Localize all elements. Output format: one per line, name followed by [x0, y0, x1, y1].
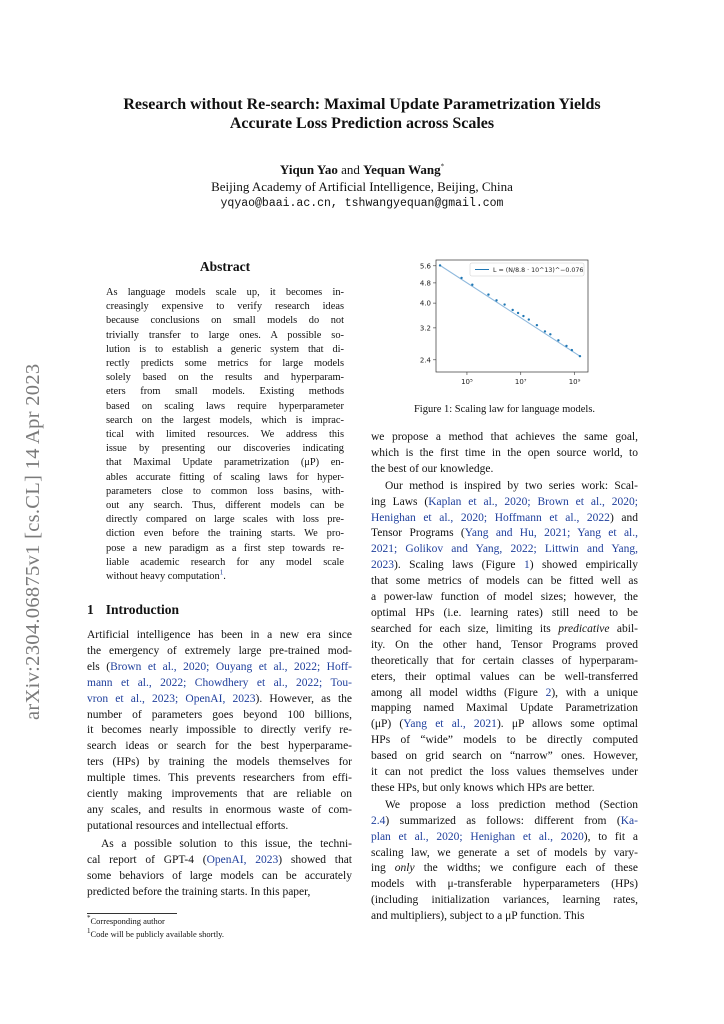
text-line	[371, 479, 638, 495]
text-run: theoretically that for certain classes of hyperparam-	[371, 654, 638, 667]
citation-link[interactable]: 2023	[371, 559, 394, 572]
text-run: the emergency of extremely large pre-trained mod-	[87, 644, 352, 657]
text-line	[371, 830, 638, 846]
citation-link[interactable]: Kaplan et al., 2020; Brown et al., 2020;	[428, 495, 638, 508]
text-line	[87, 853, 352, 869]
text-line	[371, 526, 638, 542]
abstract-line: diction even before the training starts. We pro-	[106, 528, 344, 540]
text-run: ) showed empirically	[529, 559, 638, 572]
text-run: Tensor Programs (	[371, 527, 465, 540]
abstract-line: out any search. Thus, different models can be	[106, 500, 344, 512]
data-point	[579, 355, 581, 357]
text-run: and multipliers), subject to a μP function. This	[371, 910, 585, 923]
text-run: eters, their optimal values can be well-transferred	[371, 670, 638, 683]
data-point	[528, 318, 530, 320]
text-run: cal report of GPT-4 (	[87, 853, 207, 866]
text-run: ). μP allows some optimal	[496, 718, 638, 731]
abstract-line: As language models scale up, it becomes in-	[106, 287, 344, 298]
footnote-text: Code will be publicly available shortly.	[90, 929, 225, 939]
citation-link[interactable]: Yang et al., 2021	[403, 718, 497, 731]
text-line	[371, 542, 638, 558]
title-line: Accurate Loss Prediction across Scales	[229, 115, 495, 132]
abstract-line: because conclusions on small models do not	[106, 315, 344, 327]
abstract-line: liable academic research for any model scale	[106, 556, 344, 568]
author-name: Yiqun Yao	[279, 162, 338, 177]
text-run: ) summarized as follows: different from (	[385, 814, 621, 827]
left-column-text	[87, 628, 352, 900]
data-point	[471, 284, 473, 286]
data-point	[487, 293, 489, 295]
citation-link[interactable]: vron et al., 2023; OpenAI, 2023	[87, 692, 256, 705]
text-run: ) showed that	[278, 853, 352, 866]
abstract-line: ables accurate fitting of scaling laws for hyper-	[106, 471, 344, 483]
text-run: predicted before the training starts. In this paper,	[87, 885, 311, 898]
data-point	[511, 309, 513, 311]
abstract-line: based on scaling laws require hyperparameter	[106, 400, 344, 412]
text-run: ), to fit a	[583, 830, 638, 843]
footnote-link[interactable]: 1	[219, 568, 224, 577]
text-run: mapping named Maximal Update Parametrization	[371, 702, 638, 715]
text-line	[371, 622, 638, 638]
text-run: ing	[371, 862, 395, 875]
text-run: ing Laws (	[371, 495, 429, 508]
footnote	[87, 929, 224, 940]
emphasis: only	[394, 862, 415, 875]
author-block	[80, 161, 644, 212]
abstract-line: parameters close to common loss basins, with-	[106, 485, 344, 497]
data-point	[571, 349, 573, 351]
data-point	[549, 333, 551, 335]
abstract-end: .	[223, 571, 226, 583]
abstract-line: solely based on the results and hyperparam-	[106, 372, 344, 384]
abstract-body	[106, 286, 344, 584]
text-line	[371, 686, 638, 702]
text-line	[371, 446, 638, 462]
footnote-text: Corresponding author	[90, 916, 165, 926]
data-point	[503, 303, 505, 305]
citation-link[interactable]: 1	[523, 559, 530, 572]
abstract-line: issue by presenting our discoveries indicating	[106, 443, 344, 455]
emphasis: predicative	[558, 622, 610, 635]
abstract-heading: Abstract	[199, 259, 251, 274]
affiliation: Beijing Academy of Artificial Intelligence, Beijing, China	[211, 179, 513, 194]
section-number: 1	[87, 602, 94, 617]
citation-link[interactable]: OpenAI, 2023	[206, 853, 279, 866]
text-run: Our method is inspired by two series work: Scal-	[385, 479, 638, 492]
text-line	[87, 803, 352, 819]
text-run: some behaviors of large models can be accurately	[87, 869, 352, 882]
text-run: ciently making improvements that are reliable on	[87, 788, 352, 801]
text-run: scaling law, we generate a set of models by vary-	[371, 846, 638, 859]
text-run: a power-law function of model sizes; however, the	[371, 591, 638, 604]
text-line	[371, 861, 638, 877]
text-run: As a possible solution to this issue, the techni-	[101, 837, 352, 850]
text-line	[87, 739, 352, 755]
text-run: putational resources and intellectual efforts.	[87, 819, 289, 832]
data-point	[517, 312, 519, 314]
title-line: Research without Re-search: Maximal Update Parametrization Yields	[123, 96, 601, 113]
abstract-line: creasingly expensive to verify research ideas	[106, 301, 344, 313]
arxiv-sidebar-id: arXiv:2304.06875v1 [cs.CL] 14 Apr 2023	[22, 363, 44, 720]
text-line	[371, 606, 638, 622]
abstract-line: eters from small models. Existing methods	[106, 386, 344, 398]
text-run: these HPs, but only knows which HPs are better.	[371, 781, 595, 794]
text-run: ity. On the other hand, Tensor Programs proved	[371, 638, 638, 651]
text-line	[87, 885, 352, 901]
data-point	[522, 315, 524, 317]
x-tick-label: 10⁵	[461, 378, 473, 386]
text-line	[371, 877, 638, 893]
corresponding-mark: *	[440, 162, 445, 171]
text-line	[87, 787, 352, 803]
footnote-rule	[87, 913, 177, 914]
abstract-line: without heavy computation$^1$.	[106, 568, 226, 583]
text-run: ters (HPs) by training the models themselves for	[87, 756, 352, 769]
y-tick-label: 4.0	[419, 299, 431, 308]
abstract-line: that Maximal Update parametrization (μP) en-	[106, 457, 344, 469]
abstract-line: tical with limited resources. We address this	[106, 429, 344, 441]
text-run: We propose a loss prediction method (Section	[385, 798, 638, 811]
text-run: among all model widths (Figure	[371, 686, 546, 699]
y-tick-label: 3.2	[419, 324, 431, 333]
citation-link[interactable]: Yang and Hu, 2021; Yang et al.,	[464, 527, 639, 540]
text-line	[371, 909, 638, 925]
footnote-mark: *	[87, 914, 91, 923]
y-tick-label: 4.8	[419, 279, 431, 288]
citation-link[interactable]: Brown et al., 2020; Ouyang et al., 2022; Hoff-	[110, 660, 352, 673]
text-run: abil-	[609, 622, 639, 635]
citation-link[interactable]: Henighan et al., 2020; Hoffmann et al., 2022	[371, 511, 610, 524]
right-column-text	[371, 430, 638, 925]
fit-line	[440, 265, 580, 356]
text-line	[87, 628, 352, 644]
author-and: and	[341, 162, 360, 177]
text-run: which is the first time in the open source world, to	[371, 446, 638, 459]
text-run: based on grid search on “narrow” ones. However,	[371, 750, 638, 763]
data-point	[536, 324, 538, 326]
text-line	[371, 893, 638, 909]
text-run: it can not predict the loss values themselves under	[371, 766, 638, 779]
plot-frame	[436, 260, 588, 372]
text-run: the best of our knowledge.	[371, 462, 494, 475]
text-line	[371, 701, 638, 717]
data-point	[565, 345, 567, 347]
text-run: ). However, as the	[255, 692, 352, 705]
text-line	[87, 676, 352, 692]
text-run: searched for each size, limiting its	[371, 622, 559, 635]
text-line	[371, 495, 638, 511]
legend-label: L = (N/8.8 · 10^13)^−0.076	[493, 267, 584, 274]
text-run: ), with a unique	[551, 686, 638, 699]
abstract-line: pose a new paradigm as a first step towards re-	[106, 542, 344, 554]
data-point	[544, 330, 546, 332]
paper-title	[80, 95, 644, 133]
citation-link[interactable]: 2021; Golikov and Yang, 2022; Littwin and Yang,	[371, 543, 638, 556]
text-line	[371, 717, 638, 733]
text-run: any scales, and results in enormous waste of com-	[87, 803, 352, 816]
text-run: els (	[87, 660, 111, 673]
abstract-line: lution is to establish a generic system that di-	[106, 343, 344, 355]
text-run: search ideas or search for the best hyperparame-	[87, 740, 352, 753]
text-line	[371, 749, 638, 765]
citation-link[interactable]: mann et al., 2022; Chowdhery et al., 2022; Tou-	[87, 676, 352, 689]
text-run: HPs of “wide” models to be directly computed	[371, 734, 638, 747]
footnote-mark: 1	[87, 927, 91, 936]
text-line	[87, 755, 352, 771]
data-point	[495, 299, 497, 301]
data-point	[460, 277, 462, 279]
text-line	[87, 644, 352, 660]
text-run: we propose a method that achieves the same goal,	[371, 431, 638, 443]
citation-link[interactable]: plan et al., 2020; Henighan et al., 2020	[371, 830, 584, 843]
abstract-line: rectly predicts some metrics for large models	[106, 358, 344, 370]
figure-caption: Figure 1: Scaling law for language models.	[413, 404, 596, 415]
citation-link[interactable]: 2.4	[371, 814, 386, 827]
citation-link[interactable]: Ka-	[620, 814, 638, 827]
footnote	[87, 916, 165, 927]
text-line	[371, 733, 638, 749]
text-line	[371, 798, 638, 814]
scaling-law-chart	[400, 252, 600, 392]
text-run: ) and	[609, 511, 638, 524]
abstract-line: directly compared on large scales with loss pre-	[106, 514, 344, 526]
text-run: (μP) (	[371, 718, 404, 731]
data-point	[557, 339, 559, 341]
text-run: that some metrics of models can be fitted well as	[371, 575, 638, 588]
citation-link[interactable]: 2	[545, 686, 552, 699]
text-line	[87, 819, 352, 835]
text-line	[371, 814, 638, 830]
text-line	[371, 462, 638, 478]
x-tick-label: 10⁷	[514, 378, 527, 386]
text-line	[371, 558, 638, 574]
text-line	[371, 765, 638, 781]
text-line	[87, 771, 352, 787]
text-line	[371, 846, 638, 862]
text-run: optimal HPs (i.e. learning rates) still need to be	[371, 606, 638, 619]
text-line	[371, 430, 638, 446]
text-line	[371, 654, 638, 670]
text-line	[371, 781, 638, 797]
emails[interactable]: yqyao@baai.ac.cn, tshwangyequan@gmail.com	[220, 197, 504, 210]
text-line	[87, 660, 352, 676]
text-run: ). Scaling laws (Figure	[394, 559, 524, 572]
x-tick-label: 10⁹	[568, 378, 581, 386]
text-line	[371, 638, 638, 654]
text-run: (including initialization variances, learning rates,	[371, 894, 638, 907]
section-title: Introduction	[105, 602, 180, 617]
text-run: multiple times. This prevents researchers from effi-	[87, 772, 352, 785]
text-line	[371, 590, 638, 606]
text-line	[87, 708, 352, 724]
y-tick-label: 5.6	[419, 262, 431, 271]
text-run: the widths; we configure each of these	[414, 862, 638, 875]
text-run: Artificial intelligence has been in a new era since	[87, 629, 352, 641]
section-heading	[87, 602, 191, 618]
text-line	[87, 723, 352, 739]
text-run: number of parameters goes beyond 100 billions,	[87, 708, 352, 721]
text-run: it becomes nearly impossible to directly verify re-	[87, 724, 352, 737]
abstract-line: trivially transfer to large ones. A possible so-	[106, 329, 344, 341]
text-line	[87, 837, 352, 853]
text-line	[371, 511, 638, 527]
y-tick-label: 2.4	[419, 356, 431, 365]
text-run: models with μ-transferable hyperparameters (HPs)	[371, 878, 638, 891]
text-line	[87, 869, 352, 885]
text-line	[371, 670, 638, 686]
author-name: Yequan Wang	[363, 162, 441, 177]
text-line	[371, 574, 638, 590]
text-line	[87, 692, 352, 708]
abstract-line: search on the largest models, which is imprac-	[106, 414, 344, 426]
data-point	[439, 264, 441, 266]
